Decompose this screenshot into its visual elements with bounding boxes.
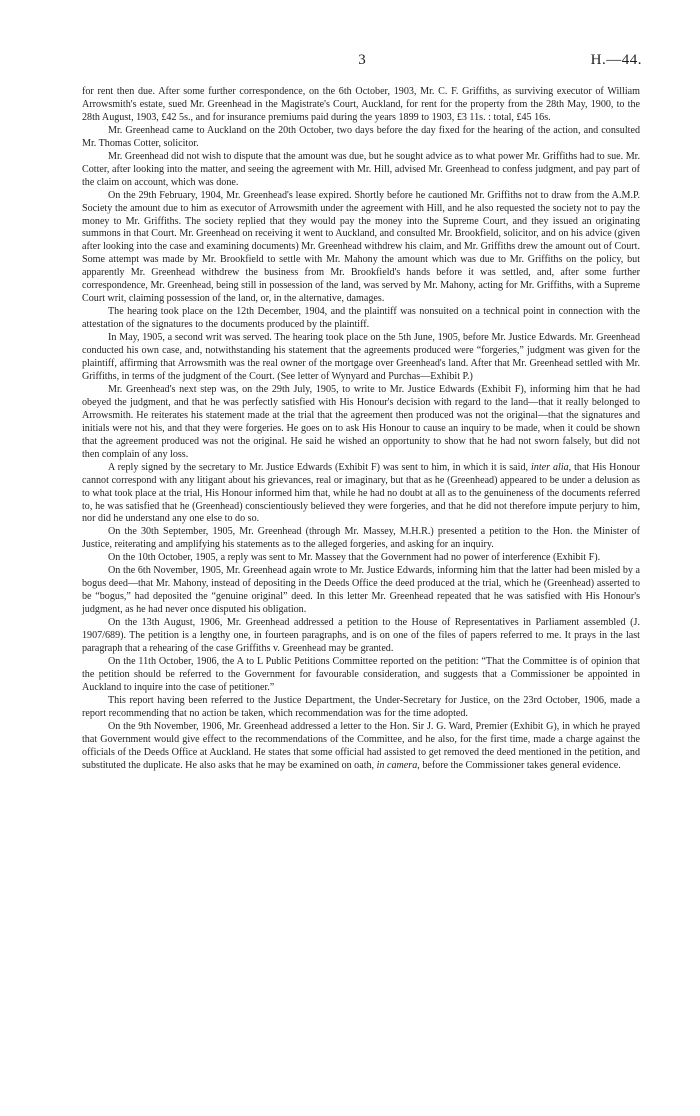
paragraph: The hearing took place on the 12th December, 1904, and the plaintiff was nonsuited on a technical point in connection with the attestation of the signatures to the documents produced by the plaintiff.: [82, 306, 640, 331]
paragraph: Mr. Greenhead did not wish to dispute that the amount was due, but he sought advice as to what power Mr. Griffiths had to sue. Mr. Cotter, after looking into the matter, and seeing the agreement with Mr. Hill, advised Mr. Greenhead to confess judgment, and pay part of the claim on account, which was done.: [82, 150, 640, 188]
paragraph-text: , that His Honour cannot correspond with any litigant about his grievances, real or imaginary, but that as he (Greenhead) appeared to be under a delusion as to what took place at the trial, His Honour informed him that, while he had no doubt at all as to the genuineness of the documents referred to, he was satisfied that he (Greenhead) conscientiously believed they were forgeries, and that he did not therefore impute perjury to him, nor did he understand any one else to do so.: [82, 461, 640, 525]
latin-phrase: inter alia: [530, 461, 569, 473]
paper-reference: H.—44.: [590, 52, 642, 68]
paragraph: On the 29th February, 1904, Mr. Greenhead's lease expired. Shortly before he cautioned Mr. Griffiths not to draw from the A.M.P. Society the amount due to him as executor of Arrowsmith under the agreement with Hill, and he also requested the society not to pay the money to Mr. Griffiths. The society replied that they would pay the money into the Supreme Court, and they issued an originating summons in that Court. Mr. Greenhead on receiving it went to Auckland, and consulted Mr. Brookfield, solicitor, and on his advice (given after looking into the case and examining documents) Mr. Greenhead withdrew his claim, and Mr. Griffiths drew the amount out of Court. Some attempt was made by Mr. Brookfield to settle with Mr. Mahony the amount which was due to Mr. Griffiths on the policy, but apparently Mr. Greenhead withdrew the business from Mr. Brookfield's hands before it was settled, and, after some further correspondence, Mr. Greenhead, being still in possession of the land, was served by Mr. Mahony, acting for Mr. Griffiths, with a Supreme Court writ, claiming possession of the land, or, in the alternative, damages.: [82, 189, 640, 305]
paragraph: On the 11th October, 1906, the A to L Public Petitions Committee reported on the petition: “That the Committee is of opinion that the petition should be referred to the Government for favourable consideration, and suggests that a Commissioner be appointed in Auckland to inquire into the case of petitioner.”: [82, 655, 640, 693]
page-number: 3: [358, 52, 366, 68]
body-text: [82, 86, 640, 773]
paragraph: [82, 721, 640, 773]
paragraph-text: On the 9th November, 1906, Mr. Greenhead addressed a letter to the Hon. Sir J. G. Ward, Premier (Exhibit G), in which he prayed that Government would give effect to the recommendations of the Committee, and he also, for the first time, made a charge against the officials of the Deeds Office at Auckland. He states that some official had assisted to get removed the deed mentioned in the petition, and substituted the duplicate. He also asks that he may be examined on oath,: [82, 720, 640, 771]
paragraph: Mr. Greenhead came to Auckland on the 20th October, two days before the day fixed for the hearing of the action, and consulted Mr. Thomas Cotter, solicitor.: [82, 124, 640, 149]
paragraph: On the 13th August, 1906, Mr. Greenhead addressed a petition to the House of Representatives in Parliament assembled (J. 1907/689). The petition is a lengthy one, in fourteen paragraphs, and is on one of the files of papers referred to me. It prays in the last paragraph that a rehearing of the case Griffiths v. Greenhead may be granted.: [82, 617, 640, 654]
paragraph: [82, 462, 640, 527]
latin-phrase: in camera: [376, 759, 418, 771]
paragraph: This report having been referred to the Justice Department, the Under-Secretary for Justice, on the 23rd October, 1906, made a report recommending that no action be taken, which recommendation was for the time adopted.: [82, 694, 640, 719]
paragraph: Mr. Greenhead's next step was, on the 29th July, 1905, to write to Mr. Justice Edwards (Exhibit F), informing him that he had obeyed the judgment, and that he was perfectly satisfied with His Honour's decision with regard to the land—that it really belonged to Arrowsmith. He reiterates his statement made at the trial that the agreement then produced was not the original—that the signatures and initials were not his, and that they were forgeries. He goes on to ask His Honour to cause an inquiry to be made, when it could be shown that the agreement produced was not the original. He said he wished an opportunity to show that he had not sworn falsely, but did not then complain of any loss.: [82, 383, 640, 460]
paragraph: for rent then due. After some further correspondence, on the 6th October, 1903, Mr. C. F. Griffiths, as surviving executor of William Arrowsmith's estate, sued Mr. Greenhead in the Magistrate's Court, Auckland, for rent for the property from the 28th May, 1900, to the 28th August, 1903, £42 5s., and for insurance premiums paid during the years 1899 to 1903, £3 11s. : total, £45 16s.: [82, 86, 640, 123]
paragraph: On the 6th November, 1905, Mr. Greenhead again wrote to Mr. Justice Edwards, informing him that the latter had been misled by a bogus deed—that Mr. Mahony, instead of depositing in the Deeds Office the deed produced at the trial, which he (Greenhead) asserted to be “bogus,” had deposited the “genuine original” deed. In this letter Mr. Greenhead repeated that he was satisfied with His Honour's judgment, as he had never once disputed his obligation.: [82, 565, 640, 616]
page-header: [82, 52, 642, 74]
paragraph: On the 30th September, 1905, Mr. Greenhead (through Mr. Massey, M.H.R.) presented a petition to the Hon. the Minister of Justice, reiterating and amplifying his statements as to the alleged forgeries, and asking for an inquiry.: [82, 526, 640, 551]
paragraph: In May, 1905, a second writ was served. The hearing took place on the 5th June, 1905, before Mr. Justice Edwards. Mr. Greenhead conducted his own case, and, notwithstanding his statement that the agreements produced were “forgeries,” judgment was given for the plaintiff, affirming that Arrowsmith was the real owner of the mortgage over Greenhead's land. After that Mr. Greenhead settled with Mr. Griffiths, in terms of the judgment of the Court. (See letter of Wynyard and Purchas—Exhibit P.): [82, 332, 640, 382]
paragraph: On the 10th October, 1905, a reply was sent to Mr. Massey that the Government had no power of interference (Exhibit F).: [108, 552, 601, 564]
paragraph-text: , before the Commissioner takes general evidence.: [417, 759, 621, 771]
paragraph-text: A reply signed by the secretary to Mr. Justice Edwards (Exhibit F) was sent to him, in which it is said,: [108, 461, 531, 473]
